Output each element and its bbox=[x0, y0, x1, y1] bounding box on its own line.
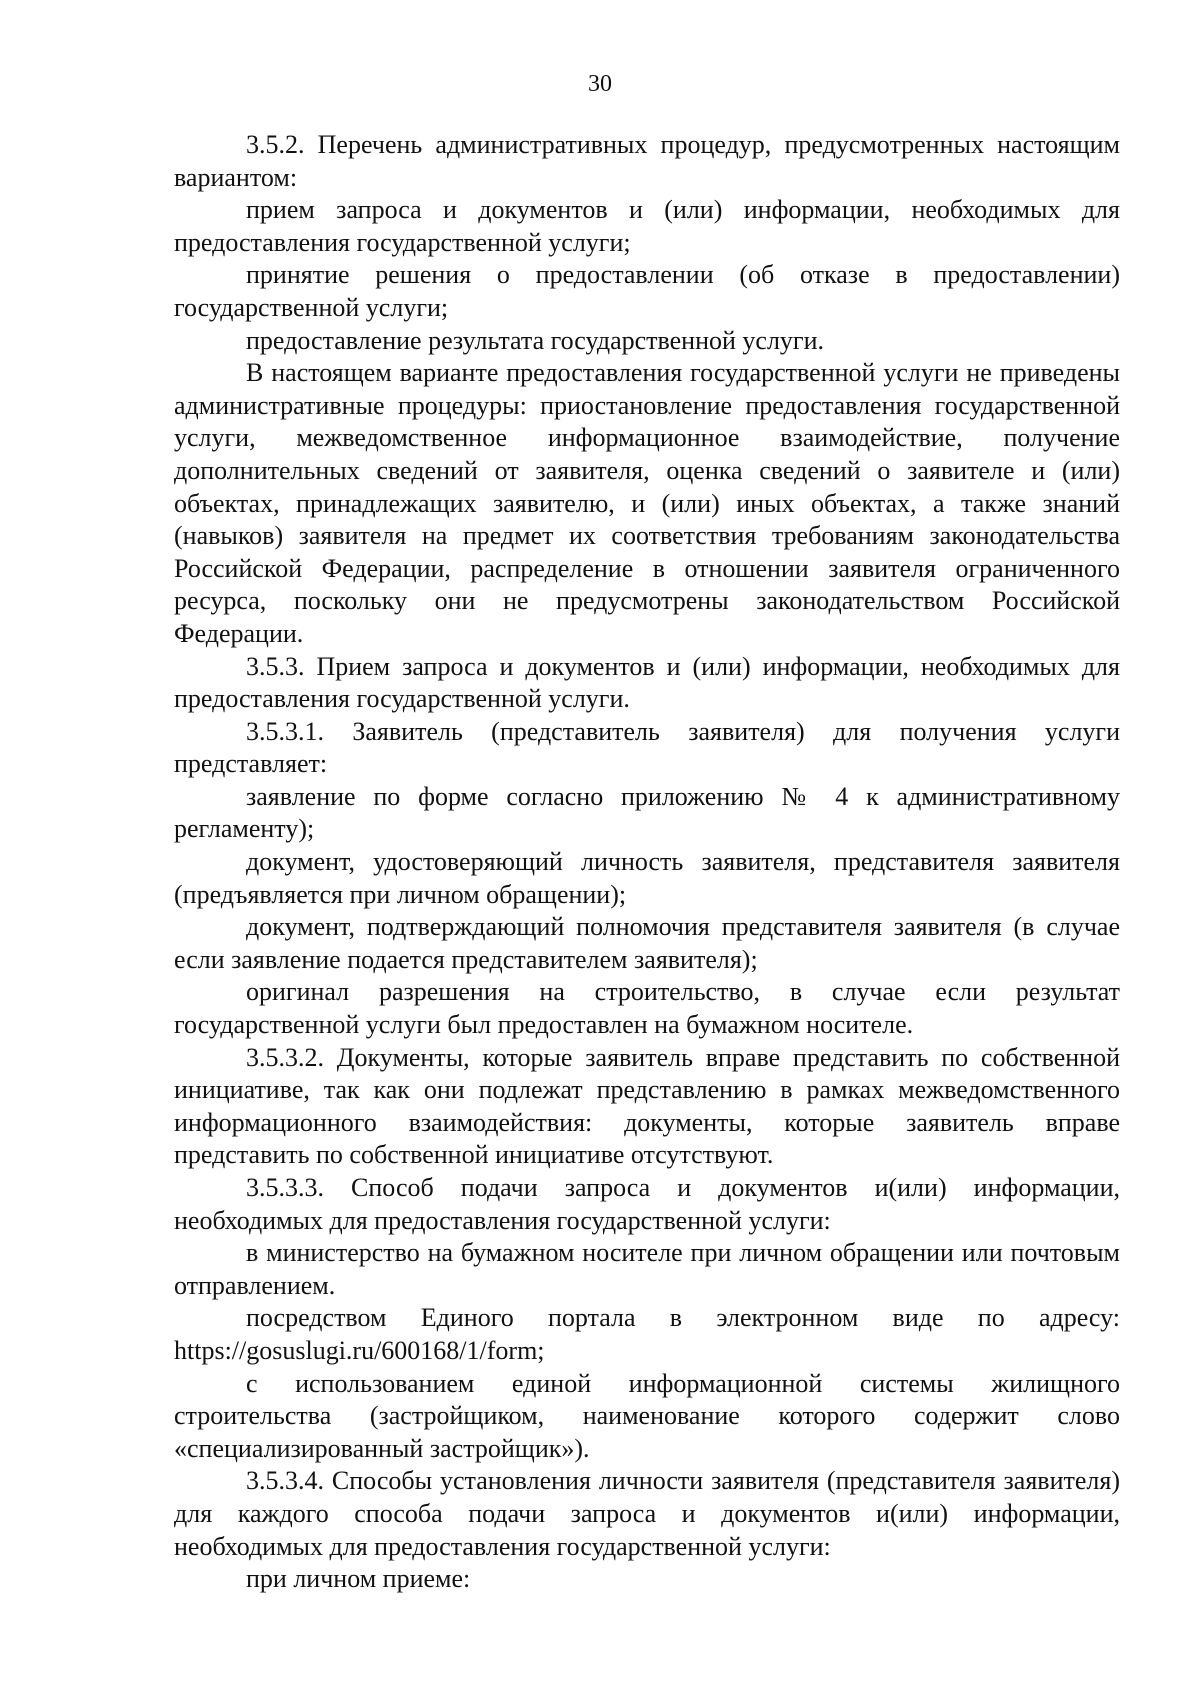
paragraph: посредством Единого портала в электронном виде по адресу: https://gosuslugi.ru/600168/1/form; bbox=[174, 1303, 1120, 1365]
paragraph: оригинал разрешения на строительство, в случае если результат государственной услуги был предоставлен на бумажном носителе. bbox=[174, 977, 1120, 1040]
paragraph: в министерство на бумажном носителе при личном обращении или почтовым отправлением. bbox=[174, 1238, 1120, 1300]
paragraph: 3.5.3.4. Способы установления личности заявителя (представителя заявителя) для каждого способа подачи запроса и документов и(или) информации, необходимых для предоставления государственной услуги: bbox=[174, 1466, 1120, 1561]
paragraph: В настоящем варианте предоставления государственной услуги не приведены административные процедуры: приостановление предоставления государственной услуги, межведомственное информационное взаимодействие, получение дополнительных сведений от заявителя, оценка сведений о заявителе и (или) объектах, принадлежащих заявителю, и (или) иных объектах, а также знаний (навыков) заявителя на предмет их соответствия требованиям законодательства Российской Федерации, распределение в отношении заявителя ограниченного ресурса, поскольку они не предусмотрены законодательством Российской Федерации. bbox=[174, 358, 1120, 648]
paragraph: документ, удостоверяющий личность заявителя, представителя заявителя (предъявляется при личном обращении); bbox=[174, 847, 1120, 909]
paragraph: прием запроса и документов и (или) информации, необходимых для предоставления государственной услуги; bbox=[174, 195, 1120, 257]
document-body bbox=[174, 129, 1120, 1596]
page-number: 30 bbox=[588, 71, 612, 97]
paragraph: 3.5.3.2. Документы, которые заявитель вправе представить по собственной инициативе, так как они подлежат представлению в рамках межведомственного информационного взаимодействия: документы, которые заявитель вправе представить по собственной инициативе отсутствуют. bbox=[174, 1042, 1120, 1170]
paragraph: 3.5.3. Прием запроса и документов и (или) информации, необходимых для предоставления государственной услуги. bbox=[174, 651, 1120, 714]
paragraph: 3.5.2. Перечень административных процедур, предусмотренных настоящим вариантом: bbox=[174, 130, 1120, 192]
paragraph: предоставление результата государственной услуги. bbox=[246, 325, 825, 355]
paragraph: 3.5.3.3. Способ подачи запроса и документов и(или) информации, необходимых для предоставления государственной услуги: bbox=[174, 1173, 1120, 1235]
paragraph: принятие решения о предоставлении (об отказе в предоставлении) государственной услуги; bbox=[174, 260, 1120, 322]
paragraph: с использованием единой информационной системы жилищного строительства (застройщиком, наименование которого содержит слово «специализированный застройщик»). bbox=[174, 1368, 1120, 1463]
paragraph: документ, подтверждающий полномочия представителя заявителя (в случае если заявление подается представителем заявителя); bbox=[174, 912, 1120, 974]
paragraph: при личном приеме: bbox=[246, 1564, 471, 1594]
paragraph: 3.5.3.1. Заявитель (представитель заявителя) для получения услуги представляет: bbox=[174, 716, 1120, 779]
paragraph: заявление по форме согласно приложению № 4 к административному регламенту); bbox=[174, 781, 1120, 844]
